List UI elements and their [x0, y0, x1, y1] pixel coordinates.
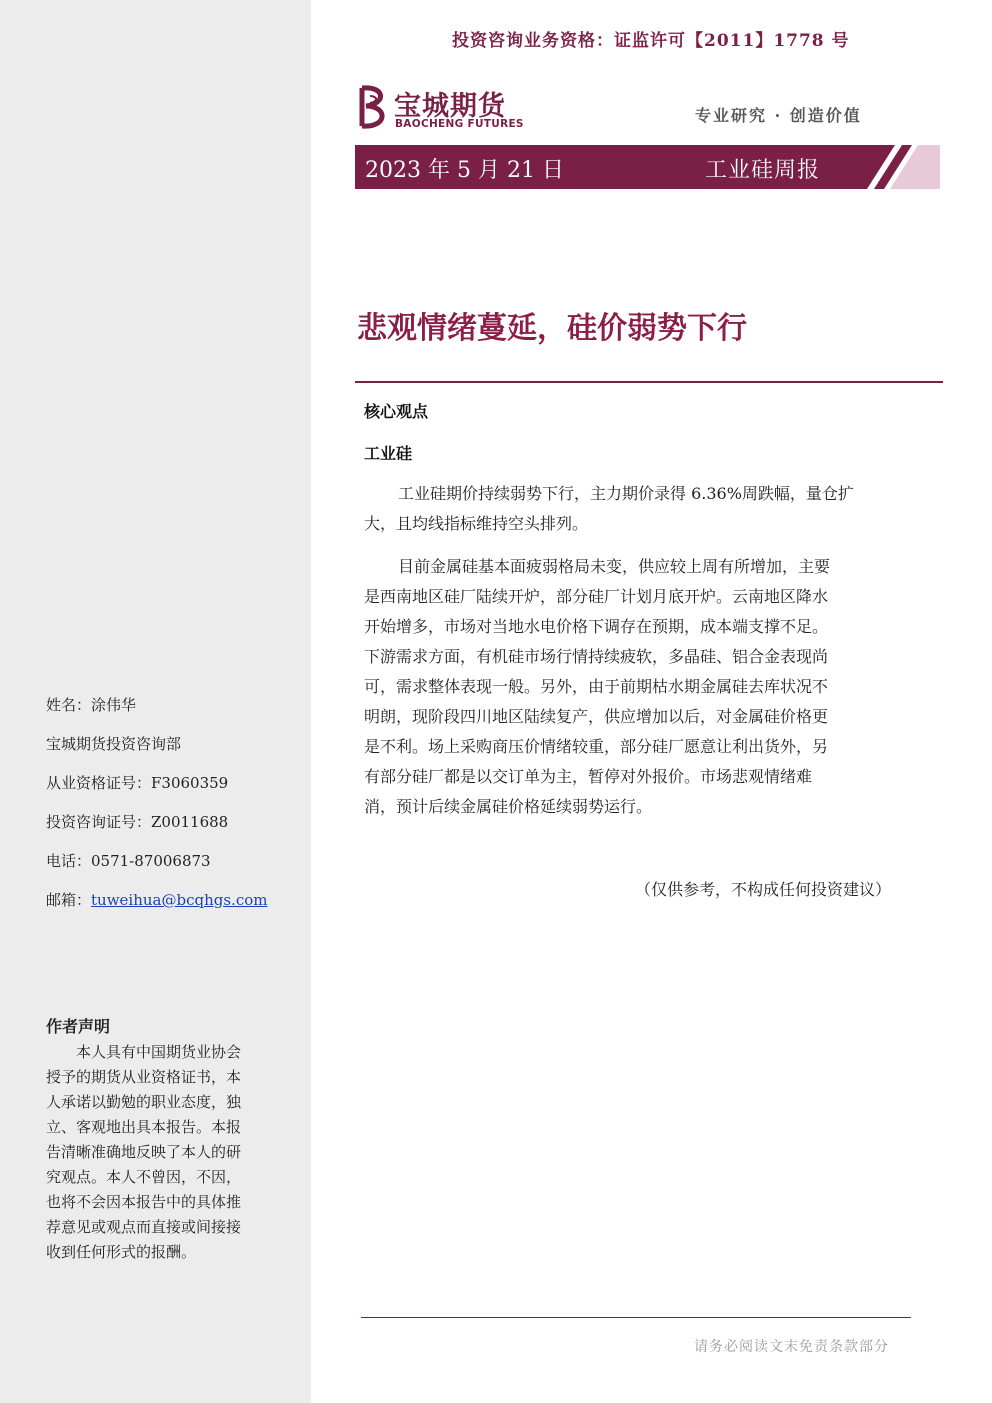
- declaration-line: 究观点。本人不曾因，不因，: [46, 1168, 242, 1186]
- report-headline: 悲观情绪蔓延，硅价弱势下行: [357, 311, 747, 346]
- author-email-row: [46, 889, 267, 910]
- author-name: 姓名：涂伟华: [46, 696, 137, 714]
- declaration-line: 授予的期货从业资格证书，本: [46, 1068, 242, 1086]
- declaration-line: 本人具有中国期货业协会: [76, 1043, 242, 1061]
- paragraph-line: 是不利。场上采购商压价情绪较重，部分硅厂愿意让利出货外，另: [364, 737, 829, 756]
- paragraph-line: 有部分硅厂都是以交订单为主，暂停对外报价。市场悲观情绪难: [364, 767, 813, 786]
- logo-chinese-text: 宝城期货: [394, 91, 506, 122]
- paragraph-line: 大，且均线指标维持空头排列。: [364, 514, 589, 533]
- email-label: 邮箱：: [46, 891, 92, 909]
- paragraph-line: 消，预计后续金属硅价格延续弱势运行。: [364, 797, 653, 816]
- report-date: 2023 年 5 月 21 日: [365, 158, 564, 183]
- author-department: 宝城期货投资咨询部: [46, 735, 182, 753]
- company-logo: [356, 84, 536, 134]
- declaration-line: 立、客观地出具本报告。本报: [46, 1118, 242, 1136]
- report-banner: [355, 145, 940, 189]
- author-qualification-number: 从业资格证号：F3060359: [46, 774, 229, 792]
- paragraph-line: 可，需求整体表现一般。另外，由于前期枯水期金属硅去库状况不: [364, 677, 829, 696]
- declaration-line: 人承诺以勤勉的职业态度，独: [46, 1093, 242, 1111]
- license-note: 投资咨询业务资格：证监许可【2011】1778 号: [452, 31, 850, 51]
- paragraph-line: 目前金属硅基本面疲弱格局未变，供应较上周有所增加，主要: [398, 557, 831, 576]
- declaration-title: 作者声明: [46, 1017, 111, 1036]
- investment-disclaimer: （仅供参考，不构成任何投资建议）: [635, 880, 892, 899]
- paragraph-line: 开始增多，市场对当地水电价格下调存在预期，成本端支撑不足。: [364, 617, 829, 636]
- divider-line: [355, 381, 943, 383]
- declaration-line: 告清晰准确地反映了本人的研: [46, 1143, 242, 1161]
- author-phone: 电话：0571-87006873: [46, 852, 211, 870]
- declaration-line: 收到任何形式的报酬。: [46, 1243, 197, 1261]
- logo-english-text: BAOCHENG FUTURES: [395, 118, 524, 130]
- paragraph-line: 下游需求方面，有机硅市场行情持续疲软，多晶硅、铝合金表现尚: [364, 647, 829, 666]
- declaration-line: 荐意见或观点而直接或间接接: [46, 1218, 242, 1236]
- slogan: 专业研究 · 创造价值: [695, 106, 862, 125]
- footer-note: 请务必阅读文末免责条款部分: [694, 1339, 889, 1355]
- section-title: 核心观点: [364, 402, 429, 421]
- author-advisory-number: 投资咨询证号：Z0011688: [46, 813, 229, 831]
- footer-divider: [361, 1317, 911, 1318]
- subsection-title: 工业硅: [364, 444, 413, 463]
- paragraph-line: 明朗，现阶段四川地区陆续复产，供应增加以后，对金属硅价格更: [364, 707, 829, 726]
- logo-mark-icon: [356, 84, 390, 130]
- email-link[interactable]: tuweihua@bcqhgs.com: [91, 891, 268, 909]
- paragraph-line: 工业硅期价持续弱势下行，主力期价录得 6.36%周跌幅，量仓扩: [398, 484, 854, 503]
- declaration-line: 也将不会因本报告中的具体推: [46, 1193, 242, 1211]
- report-type: 工业硅周报: [705, 158, 821, 183]
- paragraph-line: 是西南地区硅厂陆续开炉，部分硅厂计划月底开炉。云南地区降水: [364, 587, 829, 606]
